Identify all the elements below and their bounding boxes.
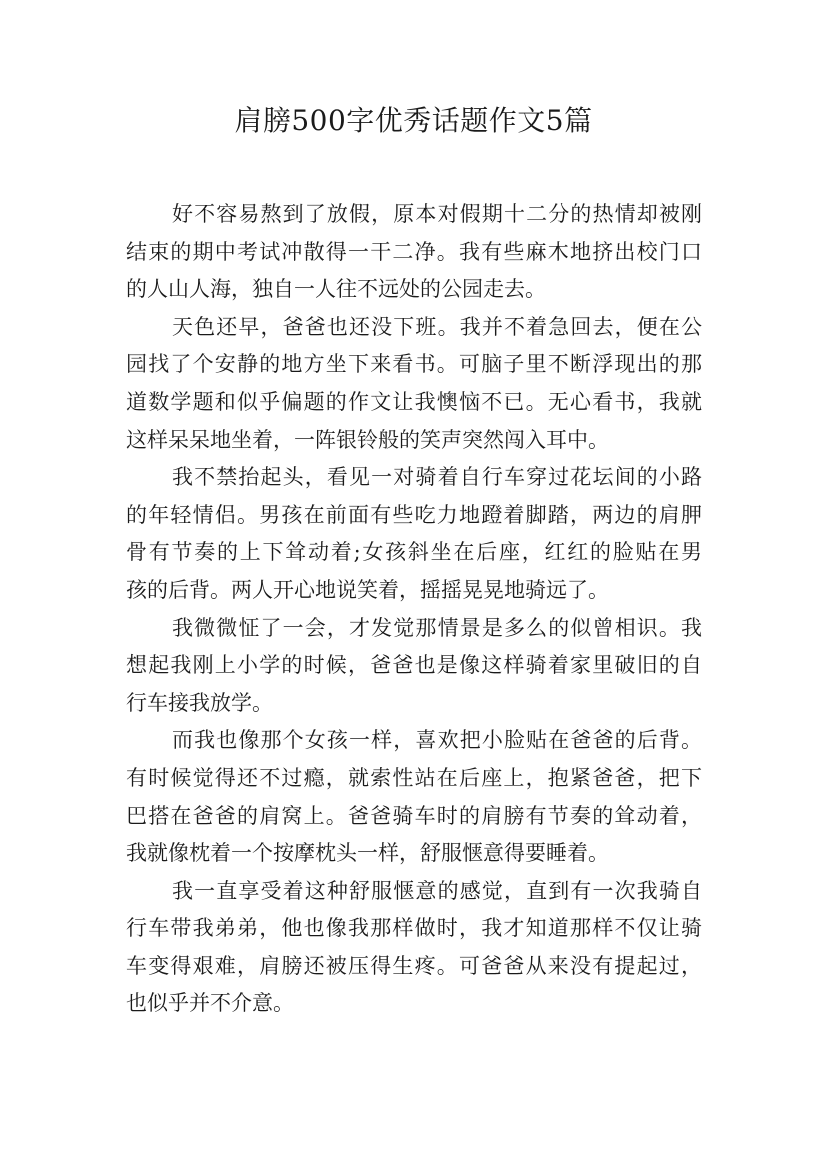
paragraph: [126, 610, 702, 723]
text-line: 巴搭在爸爸的肩窝上。爸爸骑车时的肩膀有节奏的耸动着，: [126, 803, 702, 828]
paragraph: [126, 459, 702, 609]
text-line: 我一直享受着这种舒服惬意的感觉，直到有一次我骑自: [172, 878, 702, 903]
text-line: 也似乎并不介意。: [126, 991, 294, 1016]
text-line: 想起我刚上小学的时候，爸爸也是像这样骑着家里破旧的自: [126, 653, 702, 678]
text-line: 的人山人海，独自一人往不远处的公园走去。: [126, 277, 546, 302]
text-line: 我就像枕着一个按摩枕头一样，舒服惬意得要睡着。: [126, 841, 609, 866]
text-line: 结束的期中考试冲散得一干二净。我有些麻木地挤出校门口: [126, 239, 702, 264]
text-line: 好不容易熬到了放假，原本对假期十二分的热情却被刚: [172, 202, 702, 226]
text-line: 孩的后背。两人开心地说笑着，摇摇晃晃地骑远了。: [126, 577, 609, 602]
text-line: 天色还早，爸爸也还没下班。我并不着急回去，便在公: [172, 314, 702, 339]
text-line: 行车接我放学。: [126, 690, 273, 715]
paragraph: [126, 309, 702, 459]
page-title: 肩膀500字优秀话题作文5篇: [234, 104, 593, 137]
text-line: 的年轻情侣。男孩在前面有些吃力地蹬着脚踏，两边的肩胛: [126, 502, 702, 527]
text-line: 这样呆呆地坐着，一阵银铃般的笑声突然闯入耳中。: [126, 427, 609, 452]
text-line: 骨有节奏的上下耸动着;女孩斜坐在后座，红红的脸贴在男: [126, 540, 702, 565]
text-line: 道数学题和似乎偏题的作文让我懊恼不已。无心看书，我就: [126, 389, 702, 414]
text-line: 行车带我弟弟，他也像我那样做时，我才知道那样不仅让骑: [126, 916, 702, 941]
text-line: 我微微怔了一会，才发觉那情景是多么的似曾相识。我: [172, 615, 702, 640]
text-line: 园找了个安静的地方坐下来看书。可脑子里不断浮现出的那: [126, 352, 702, 377]
text-line: 有时候觉得还不过瘾，就索性站在后座上，抱紧爸爸，把下: [126, 765, 702, 790]
text-line: 车变得艰难，肩膀还被压得生疼。可爸爸从来没有提起过，: [126, 953, 702, 978]
paragraph: [126, 873, 702, 1023]
paragraph: [126, 196, 702, 309]
text-line: 我不禁抬起头，看见一对骑着自行车穿过花坛间的小路: [172, 465, 702, 490]
article-body: [126, 196, 702, 1023]
text-line: 而我也像那个女孩一样，喜欢把小脸贴在爸爸的后背。: [172, 728, 702, 753]
paragraph: [126, 722, 702, 872]
